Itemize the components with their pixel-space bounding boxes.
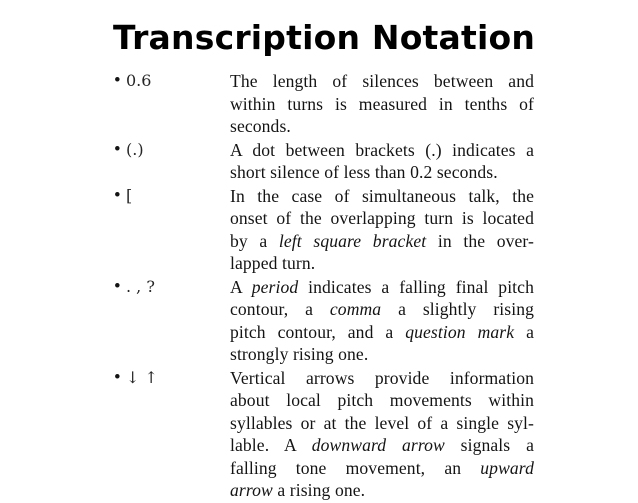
text-segment: Vertical arrows provide information	[230, 367, 534, 388]
italic-term: upward	[480, 457, 534, 478]
text-segment: by a	[230, 230, 279, 251]
notation-description	[230, 70, 534, 138]
bullet-icon: •	[114, 138, 121, 160]
text-segment: seconds.	[230, 116, 291, 136]
notation-entry	[114, 139, 534, 184]
slide-title: Transcription Notation	[113, 18, 536, 57]
text-segment: a rising one.	[272, 480, 366, 500]
text-segment: a	[514, 321, 534, 342]
italic-term: period	[251, 276, 299, 297]
description-line	[230, 230, 534, 253]
notation-description	[230, 185, 534, 275]
description-line	[230, 321, 534, 344]
description-line	[230, 115, 534, 138]
description-line	[230, 389, 534, 412]
notation-symbol: 0.6	[126, 71, 152, 90]
bullet-icon: •	[114, 366, 121, 388]
text-segment: a slightly rising	[381, 299, 534, 319]
text-segment: about local pitch movements within	[230, 390, 534, 410]
text-segment: The length of silences between and	[230, 71, 534, 91]
text-segment: lable. A	[230, 435, 312, 455]
description-line	[230, 139, 534, 162]
italic-term: downward arrow	[311, 435, 445, 455]
text-segment: syllables or at the level of a single syl-	[230, 412, 534, 433]
text-segment: contour, a	[230, 299, 330, 319]
notation-description	[230, 276, 534, 366]
text-segment: signals a	[444, 435, 534, 455]
notation-entry	[114, 185, 534, 275]
italic-term: left square bracket	[278, 230, 427, 251]
notation-list	[114, 70, 534, 503]
description-line	[230, 412, 534, 435]
notation-symbol: . , ?	[126, 276, 155, 296]
notation-symbol: (.)	[126, 139, 144, 159]
notation-entry	[114, 70, 534, 138]
notation-entry	[114, 276, 534, 366]
text-segment: falling tone movement, an	[230, 457, 481, 478]
description-line	[230, 276, 534, 299]
text-segment: onset of the overlapping turn is located	[230, 208, 534, 228]
text-segment: in the over-	[426, 230, 534, 251]
italic-term: question mark	[405, 321, 515, 342]
italic-term: arrow	[230, 480, 273, 500]
description-line	[230, 252, 534, 275]
notation-description	[230, 367, 534, 502]
description-line	[230, 207, 534, 230]
description-line	[230, 298, 534, 321]
description-line	[230, 434, 534, 457]
text-segment: pitch contour, and a	[230, 321, 406, 342]
text-segment: A dot between brackets (.) indicates a	[230, 139, 534, 160]
bullet-icon: •	[114, 184, 121, 206]
description-line	[230, 479, 534, 502]
text-segment: indicates a falling final pitch	[298, 276, 534, 297]
text-segment: short silence of less than 0.2 seconds.	[230, 162, 498, 182]
text-segment: within turns is measured in tenths of	[230, 93, 534, 114]
description-line	[230, 367, 534, 390]
bullet-icon: •	[114, 275, 121, 297]
text-segment: strongly rising one.	[230, 344, 369, 364]
text-segment: lapped turn.	[230, 253, 316, 273]
notation-entry	[114, 367, 534, 502]
description-line	[230, 457, 534, 480]
text-segment: In the case of simultaneous talk, the	[230, 185, 534, 206]
notation-symbol: ↓ ↑	[126, 367, 158, 387]
description-line	[230, 70, 534, 93]
description-line	[230, 343, 534, 366]
description-line	[230, 93, 534, 116]
notation-symbol: [	[126, 185, 133, 205]
italic-term: comma	[329, 299, 382, 319]
text-segment: A	[230, 276, 252, 297]
bullet-icon: •	[114, 70, 121, 91]
description-line	[230, 161, 534, 184]
notation-description	[230, 139, 534, 184]
description-line	[230, 185, 534, 208]
